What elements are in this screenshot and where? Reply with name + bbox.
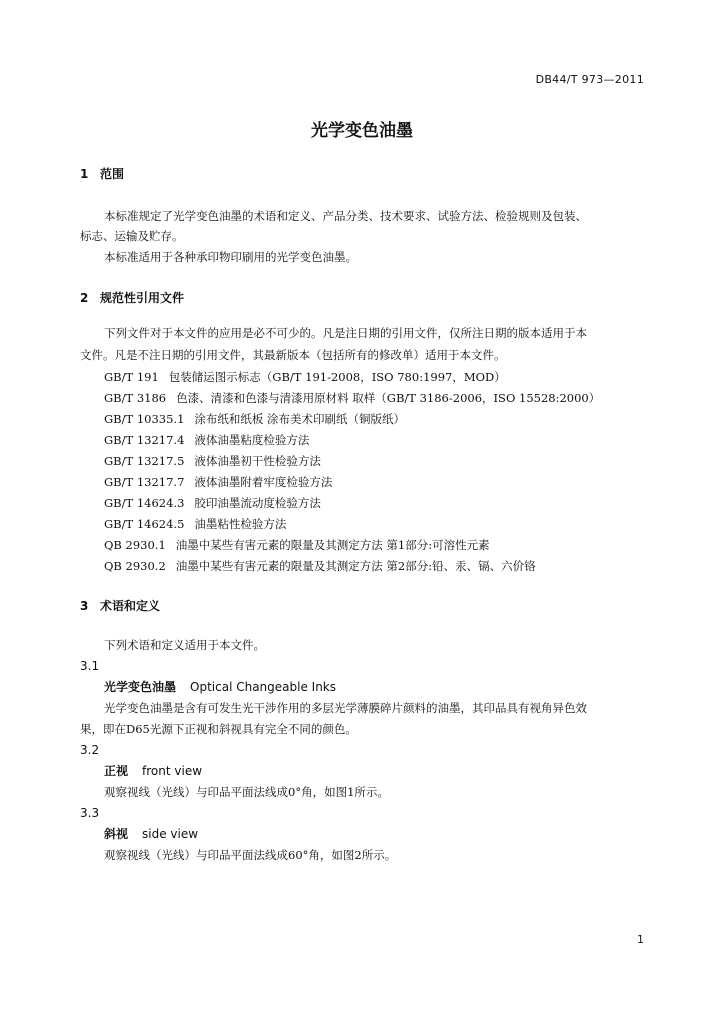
section-number: 1 <box>80 167 89 181</box>
section-1-heading <box>80 166 124 182</box>
term-zh: 光学变色油墨 <box>104 680 177 694</box>
term-definition-line: 光学变色油墨是含有可发生光干涉作用的多层光学薄膜碎片颜料的油墨，其印品具有视角异色效 <box>104 701 587 715</box>
term-en: side view <box>142 827 199 841</box>
reference-item <box>104 537 490 553</box>
paragraph-line: 标志、运输及贮存。 <box>80 229 184 243</box>
term-zh: 斜视 <box>104 827 129 841</box>
term-definition-line: 观察视线（光线）与印品平面法线成60°角，如图2所示。 <box>104 848 397 862</box>
section-title: 术语和定义 <box>100 599 161 613</box>
reference-item <box>104 495 321 511</box>
reference-title: 液体油墨附着牢度检验方法 <box>194 475 333 489</box>
section-title: 规范性引用文件 <box>100 291 185 305</box>
reference-code: GB/T 14624.3 <box>104 496 185 510</box>
reference-title: 液体油墨粘度检验方法 <box>194 433 310 447</box>
term-number: 3.3 <box>80 806 100 820</box>
reference-item <box>104 474 332 490</box>
reference-title: 包装储运图示标志（GB/T 191-2008，ISO 780:1997，MOD） <box>168 370 506 384</box>
reference-title: 油墨中某些有害元素的限量及其测定方法 第1部分:可溶性元素 <box>175 538 490 552</box>
standard-code: DB44/T 973—2011 <box>535 73 644 86</box>
reference-title: 油墨中某些有害元素的限量及其测定方法 第2部分:铅、汞、镉、六价铬 <box>175 559 536 573</box>
reference-code: GB/T 13217.7 <box>104 475 185 489</box>
reference-title: 涂布纸和纸板 涂布美术印刷纸（铜版纸） <box>194 412 406 426</box>
term-heading <box>104 763 202 779</box>
reference-code: GB/T 191 <box>104 370 159 384</box>
reference-item <box>104 558 536 574</box>
paragraph: 下列术语和定义适用于本文件。 <box>104 638 265 652</box>
term-definition-line: 观察视线（光线）与印品平面法线成0°角，如图1所示。 <box>104 785 389 799</box>
term-zh: 正视 <box>104 764 129 778</box>
section-number: 2 <box>80 291 89 305</box>
reference-title: 胶印油墨流动度检验方法 <box>194 496 321 510</box>
term-definition-line: 果，即在D65光源下正视和斜视具有完全不同的颜色。 <box>80 722 357 736</box>
reference-title: 油墨粘性检验方法 <box>194 517 287 531</box>
reference-code: GB/T 10335.1 <box>104 412 185 426</box>
page-number: 1 <box>637 933 644 946</box>
term-number: 3.1 <box>80 659 100 673</box>
reference-item <box>104 411 405 427</box>
reference-item <box>104 369 506 385</box>
paragraph-line: 下列文件对于本文件的应用是必不可少的。凡是注日期的引用文件，仅所注日期的版本适用于本 <box>104 326 587 340</box>
reference-item <box>104 453 321 469</box>
reference-item <box>104 432 309 448</box>
section-2-heading <box>80 290 184 306</box>
paragraph: 本标准适用于各种承印物印刷用的光学变色油墨。 <box>104 250 357 264</box>
document-title: 光学变色油墨 <box>311 121 413 141</box>
reference-item <box>104 390 600 406</box>
reference-item <box>104 516 286 532</box>
paragraph-line: 文件。凡是不注日期的引用文件，其最新版本（包括所有的修改单）适用于本文件。 <box>80 348 506 362</box>
section-title: 范围 <box>100 167 125 181</box>
reference-code: GB/T 14624.5 <box>104 517 185 531</box>
reference-title: 色漆、清漆和色漆与清漆用原材料 取样（GB/T 3186-2006，ISO 15528:2000） <box>176 391 601 405</box>
paragraph-line: 本标准规定了光学变色油墨的术语和定义、产品分类、技术要求、试验方法、检验规则及包装、 <box>104 209 587 223</box>
reference-title: 液体油墨初干性检验方法 <box>194 454 321 468</box>
section-3-heading <box>80 598 160 614</box>
term-en: front view <box>142 764 203 778</box>
reference-code: GB/T 3186 <box>104 391 167 405</box>
term-heading <box>104 826 198 842</box>
section-number: 3 <box>80 599 89 613</box>
term-heading <box>104 679 336 695</box>
reference-code: QB 2930.2 <box>104 559 166 573</box>
reference-code: GB/T 13217.5 <box>104 454 185 468</box>
term-number: 3.2 <box>80 743 100 757</box>
reference-code: GB/T 13217.4 <box>104 433 185 447</box>
term-en: Optical Changeable Inks <box>190 680 337 694</box>
reference-code: QB 2930.1 <box>104 538 166 552</box>
